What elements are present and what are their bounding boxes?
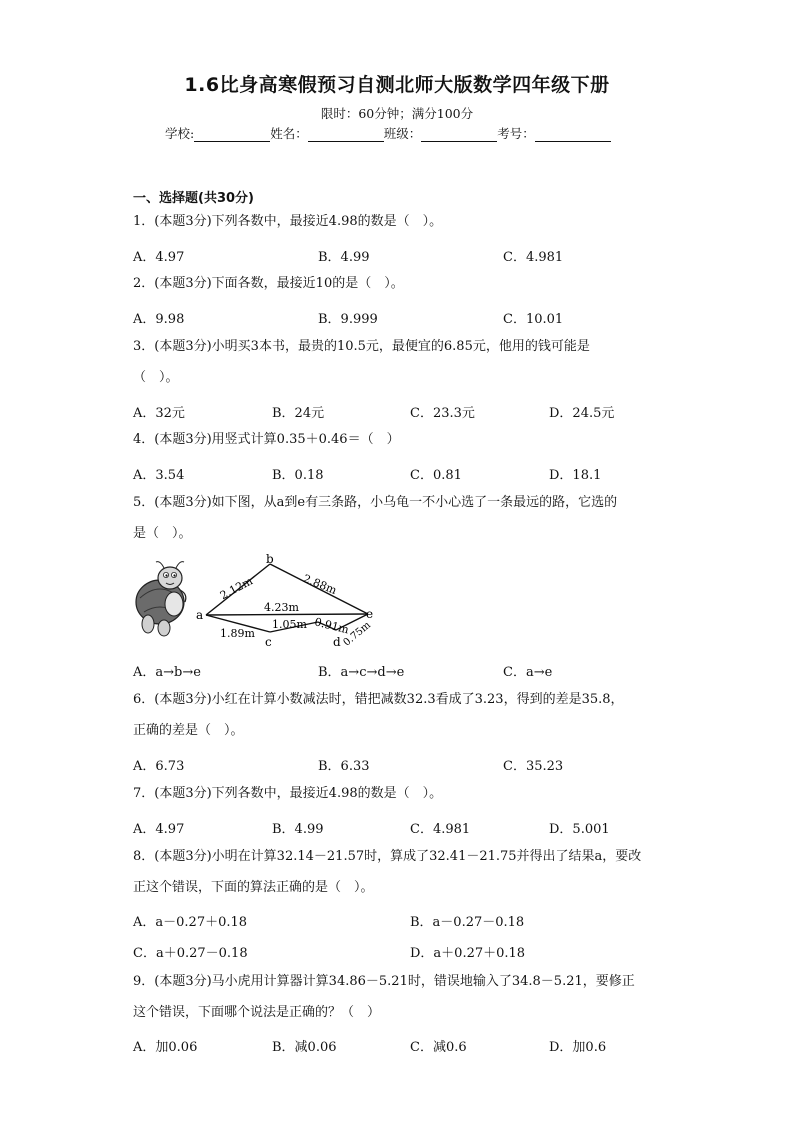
name-blank[interactable] <box>308 127 384 142</box>
edge-label-de: 0.75m <box>341 619 373 649</box>
edge-label-ae: 4.23m <box>264 601 299 614</box>
q4-option-b[interactable]: B．0.18 <box>272 468 324 483</box>
q6-option-b[interactable]: B．6.33 <box>318 759 370 774</box>
exam-number-blank[interactable] <box>535 127 611 142</box>
point-label-a: a <box>196 608 204 622</box>
q1-option-b[interactable]: B．4.99 <box>318 250 370 265</box>
path-diagram <box>130 550 390 650</box>
question-4: 4．(本题3分)用竖式计算0.35＋0.46＝（ ） <box>133 432 400 447</box>
q8-option-c[interactable]: C．a＋0.27－0.18 <box>133 946 248 961</box>
exam-number-label: 考号： <box>497 126 535 141</box>
edge-label-cd: 1.05m <box>272 618 307 631</box>
question-6-line-1: 6．(本题3分)小红在计算小数减法时，错把减数32.3看成了3.23，得到的差是35.8， <box>133 692 624 707</box>
name-label: 姓名： <box>270 126 308 141</box>
edge-label-be: 2.88m <box>301 571 339 598</box>
q4-option-a[interactable]: A．3.54 <box>133 468 185 483</box>
q1-option-a[interactable]: A．4.97 <box>133 250 185 265</box>
q9-option-b[interactable]: B．减0.06 <box>272 1040 337 1055</box>
q2-option-c[interactable]: C．10.01 <box>503 312 564 327</box>
q1-option-c[interactable]: C．4.981 <box>503 250 564 265</box>
q9-option-d[interactable]: D．加0.6 <box>549 1040 607 1055</box>
q7-option-b[interactable]: B．4.99 <box>272 822 324 837</box>
time-limit: 限时：60分钟；满分100分 <box>320 106 474 121</box>
q5-option-a[interactable]: A．a→b→e <box>133 665 201 680</box>
q7-option-d[interactable]: D．5.001 <box>549 822 610 837</box>
q8-option-a[interactable]: A．a－0.27＋0.18 <box>133 915 248 930</box>
question-1: 1．(本题3分)下列各数中，最接近4.98的数是（ ）。 <box>133 214 443 229</box>
point-label-d: d <box>333 635 341 649</box>
q5-option-c[interactable]: C．a→e <box>503 665 553 680</box>
q2-option-b[interactable]: B．9.999 <box>318 312 378 327</box>
edge-label-dd: 0.91m <box>313 615 351 637</box>
question-9-line-2: 这个错误，下面哪个说法是正确的？（ ） <box>133 1005 381 1020</box>
edge-label-ac: 1.89m <box>220 627 255 640</box>
point-label-b: b <box>266 552 274 566</box>
q6-option-c[interactable]: C．35.23 <box>503 759 564 774</box>
question-8-line-1: 8．(本题3分)小明在计算32.14－21.57时，算成了32.41－21.75并得出了结果a，要改 <box>133 849 642 864</box>
q6-option-a[interactable]: A．6.73 <box>133 759 185 774</box>
point-label-e: e <box>366 607 374 621</box>
q2-option-a[interactable]: A．9.98 <box>133 312 185 327</box>
q9-option-c[interactable]: C．减0.6 <box>410 1040 467 1055</box>
q3-option-d[interactable]: D．24.5元 <box>549 406 615 421</box>
q7-option-a[interactable]: A．4.97 <box>133 822 185 837</box>
section-heading: 一、选择题(共30分) <box>133 191 254 206</box>
question-6-line-2: 正确的差是（ ）。 <box>133 723 244 738</box>
q9-option-a[interactable]: A．加0.06 <box>133 1040 198 1055</box>
student-info-line <box>165 124 611 142</box>
class-blank[interactable] <box>421 127 497 142</box>
line-a-e <box>206 614 368 615</box>
school-label: 学校: <box>165 126 195 141</box>
turtle-illustration <box>136 562 186 636</box>
q3-option-b[interactable]: B．24元 <box>272 406 325 421</box>
school-blank[interactable] <box>194 127 270 142</box>
question-8-line-2: 正这个错误，下面的算法正确的是（ ）。 <box>133 880 374 895</box>
q3-option-c[interactable]: C．23.3元 <box>410 406 475 421</box>
page-title: 1.6比身高寒假预习自测北师大版数学四年级下册 <box>184 74 610 96</box>
question-2: 2．(本题3分)下面各数，最接近10的是（ ）。 <box>133 276 404 291</box>
q4-option-d[interactable]: D．18.1 <box>549 468 602 483</box>
q8-option-d[interactable]: D．a＋0.27＋0.18 <box>410 946 526 961</box>
question-9-line-1: 9．(本题3分)马小虎用计算器计算34.86－5.21时，错误地输入了34.8－5.21，要修正 <box>133 974 635 989</box>
class-label: 班级： <box>383 126 422 141</box>
q4-option-c[interactable]: C．0.81 <box>410 468 462 483</box>
question-5-line-2: 是（ ）。 <box>133 526 192 541</box>
question-7: 7．(本题3分)下列各数中，最接近4.98的数是（ ）。 <box>133 786 443 801</box>
point-label-c: c <box>265 635 272 649</box>
question-3-line-2: （ ）。 <box>133 370 179 385</box>
route-labels <box>196 552 373 649</box>
q3-option-a[interactable]: A．32元 <box>133 406 185 421</box>
question-5-line-1: 5．(本题3分)如下图，从a到e有三条路，小乌龟一不小心选了一条最远的路，它选的 <box>133 495 618 510</box>
q8-option-b[interactable]: B．a－0.27－0.18 <box>410 915 525 930</box>
edge-label-ab: 2.12m <box>217 574 255 603</box>
q5-option-b[interactable]: B．a→c→d→e <box>318 665 405 680</box>
q7-option-c[interactable]: C．4.981 <box>410 822 471 837</box>
question-3-line-1: 3．(本题3分)小明买3本书，最贵的10.5元，最便宜的6.85元，他用的钱可能是 <box>133 339 590 354</box>
